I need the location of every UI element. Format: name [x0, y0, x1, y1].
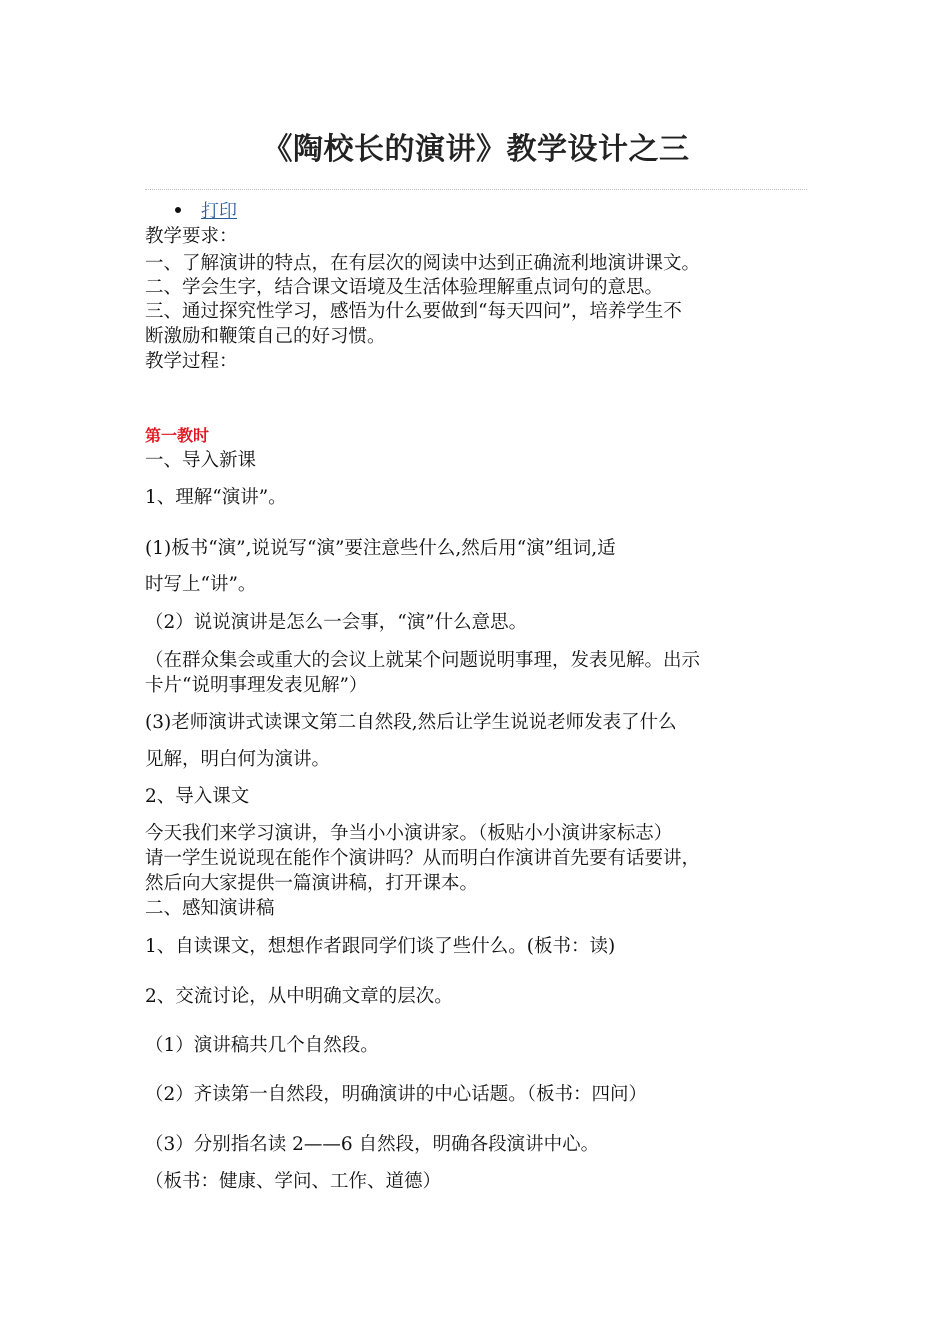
title-divider: [145, 189, 807, 190]
process-heading: 教学过程：: [145, 351, 238, 372]
body-line: 今天我们来学习演讲，争当小小演讲家。（板贴小小演讲家标志）: [145, 823, 673, 844]
body-line: 2、交流讨论，从中明确文章的层次。: [145, 986, 453, 1007]
body-line: （3）分别指名读 2——6 自然段，明确各段演讲中心。: [145, 1134, 600, 1155]
requirement-line: 断激励和鞭策自己的好习惯。: [145, 326, 386, 347]
body-line: (3)老师演讲式读课文第二自然段,然后让学生说说老师发表了什么: [145, 712, 677, 733]
requirements-heading: 教学要求：: [145, 226, 238, 247]
body-line: （2）齐读第一自然段，明确演讲的中心话题。（板书：四问）: [145, 1084, 648, 1105]
body-line: 请一学生说说现在能作个演讲吗？从而明白作演讲首先要有话要讲，: [145, 848, 701, 869]
requirement-line: 三、通过探究性学习，感悟为什么要做到“每天四问”，培养学生不: [145, 301, 682, 322]
body-line: （1）演讲稿共几个自然段。: [145, 1035, 379, 1056]
body-line: 见解，明白何为演讲。: [145, 749, 331, 770]
body-line: (1)板书“演”,说说写“演”要注意些什么,然后用“演”组词,适: [145, 538, 616, 559]
bullet-icon: [175, 207, 181, 213]
page-title: 《陶校长的演讲》教学设计之三: [262, 132, 690, 167]
body-line: （在群众集会或重大的会议上就某个问题说明事理，发表见解。出示: [145, 650, 701, 671]
lesson-heading: 第一教时: [145, 426, 210, 445]
body-line: 时写上“讲”。: [145, 574, 257, 595]
print-list-item: [175, 199, 237, 225]
body-line: 1、自读课文，想想作者跟同学们谈了些什么。(板书：读): [145, 936, 616, 957]
body-line: 一、导入新课: [145, 450, 257, 471]
print-link[interactable]: 打印: [201, 201, 237, 222]
body-line: （2）说说演讲是怎么一会事，“演”什么意思。: [145, 612, 528, 633]
body-line: 1、理解“演讲”。: [145, 487, 287, 508]
requirement-line: 二、学会生字，结合课文语境及生活体验理解重点词句的意思。: [145, 277, 664, 298]
body-line: 然后向大家提供一篇演讲稿，打开课本。: [145, 873, 479, 894]
body-line: 2、导入课文: [145, 786, 250, 807]
body-line: 卡片“说明事理发表见解”）: [145, 675, 368, 696]
body-line: 二、感知演讲稿: [145, 898, 275, 919]
body-line: （板书：健康、学问、工作、道德）: [145, 1171, 442, 1192]
requirement-line: 一、了解演讲的特点，在有层次的阅读中达到正确流利地演讲课文。: [145, 253, 701, 274]
